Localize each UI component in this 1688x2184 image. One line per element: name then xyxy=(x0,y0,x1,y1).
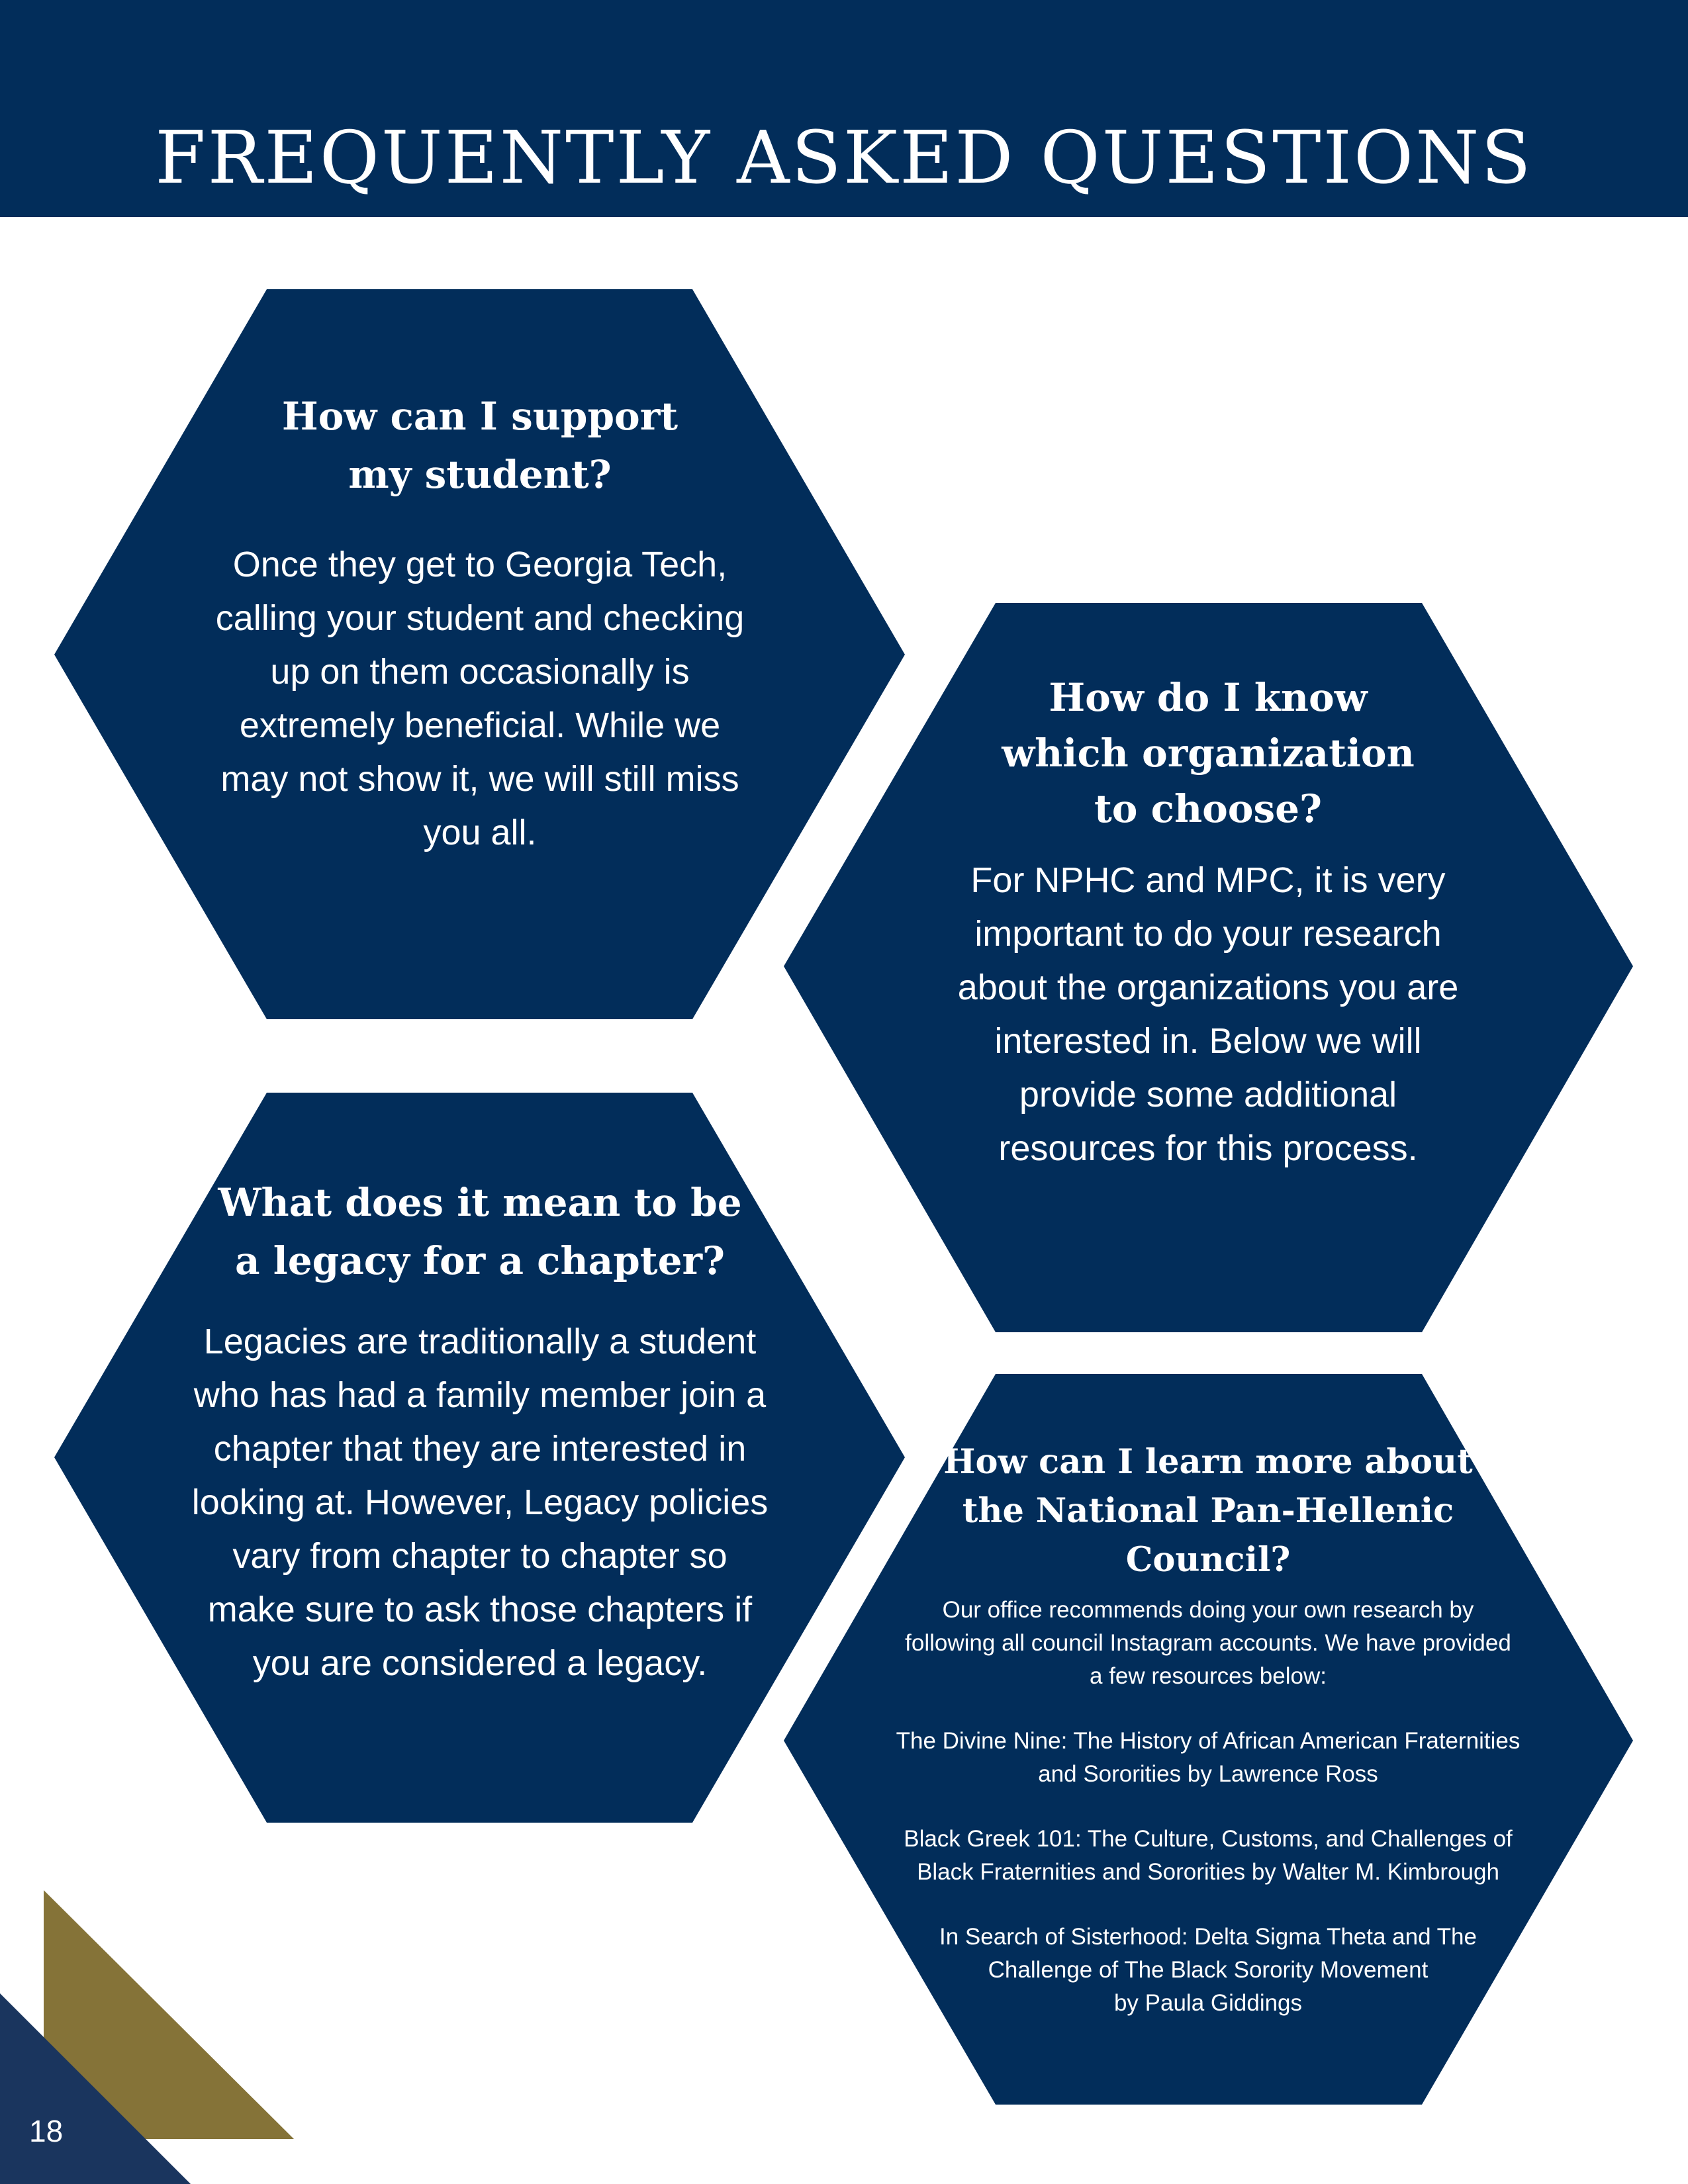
resource-item: The Divine Nine: The History of African American Fraternities and Sororities by Lawrence Ross xyxy=(896,1728,1521,1787)
faq-question: How do I know which organization to choose? xyxy=(1002,675,1415,831)
faq-card-support xyxy=(152,387,808,860)
faq-question: What does it mean to be a legacy for a chapter? xyxy=(218,1180,742,1283)
faq-question: How can I support my student? xyxy=(281,394,679,497)
faq-answer: Our office recommends doing your own research by following all council Instagram accounts. We have provided a few resources below: xyxy=(905,1597,1511,1689)
faq-question: How can I learn more about the National Pan-Hellenic Council? xyxy=(943,1442,1473,1580)
resource-item: Black Greek 101: The Culture, Customs, and Challenges of Black Fraternities and Sororities by Walter M. Kimbrough xyxy=(904,1826,1513,1885)
resource-item: In Search of Sisterhood: Delta Sigma Theta and The Challenge of The Black Sorority Movement by Paula Giddings xyxy=(939,1924,1477,2016)
faq-card-nphc xyxy=(847,1437,1569,2020)
faq-card-legacy xyxy=(152,1173,808,1690)
faq-answer: For NPHC and MPC, it is very important to do your research about the organizations you are interested in. Below we will provide some additional resources for this process. xyxy=(957,860,1459,1168)
page-number: 18 xyxy=(29,2114,64,2148)
faq-answer: Legacies are traditionally a student who has had a family member join a chapter that they are interested in looking at. However, Legacy policies vary from chapter to chapter so make sure to ask those chapters if you are considered a legacy. xyxy=(191,1322,769,1683)
page-title: FREQUENTLY ASKED QUESTIONS xyxy=(155,114,1533,200)
faq-answer: Once they get to Georgia Tech, calling your student and checking up on them occasionally is extremely beneficial. While we may not show it, we will still miss you all. xyxy=(215,545,745,852)
faq-card-choose xyxy=(880,670,1536,1175)
